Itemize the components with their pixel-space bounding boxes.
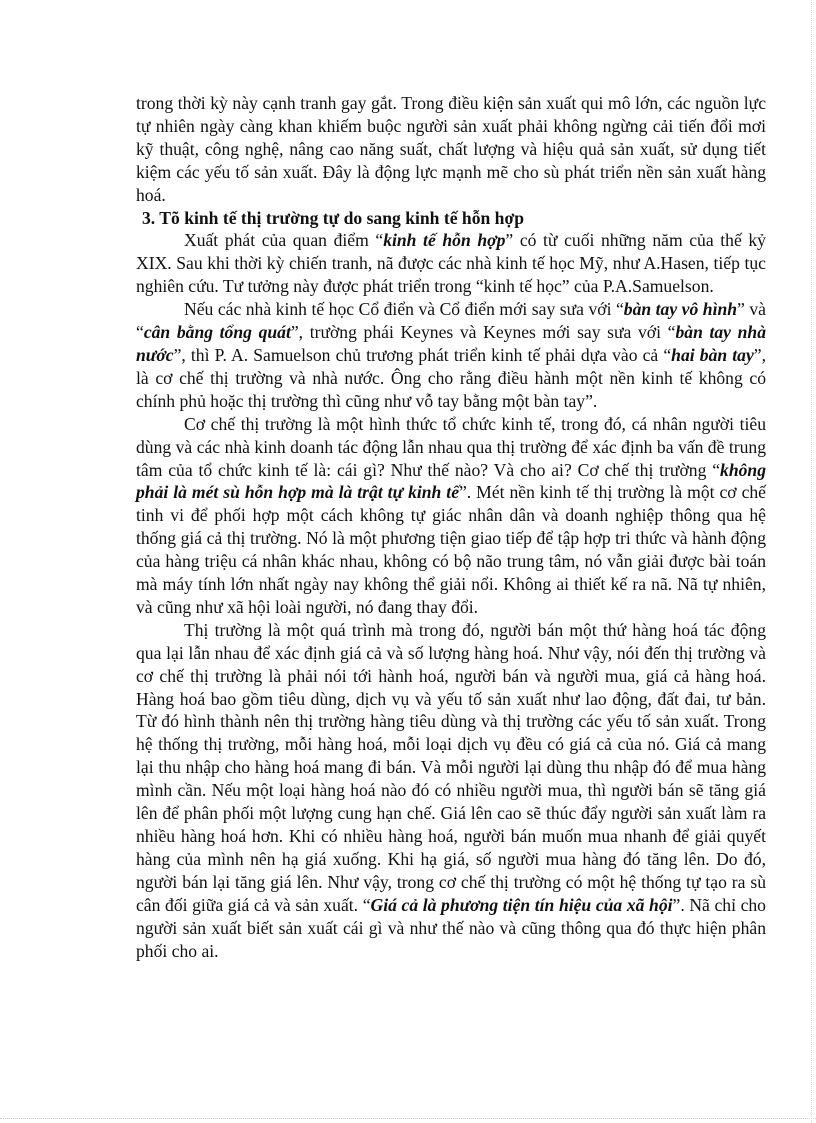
paragraph-two-hands xyxy=(136,298,766,413)
section-heading-text: 3. Tõ kinh tế thị trường tự do sang kinh tế hỗn hợp xyxy=(142,207,524,228)
emphasis-invisible-hand: bàn tay vô hình xyxy=(623,299,738,320)
text-run: ” có từ cuối những năm của thế kỷ XIX. Sau khi thời kỳ chiến tranh, nã được các nhà kinh tế học Mỹ, như A.Hasen, tiếp tục nghiên cứu. Tư tưởng này được phát triển trong “kinh tế học” của P.A.Samuelson. xyxy=(136,230,766,297)
text-run: ”, là cơ chế thị trường và nhà nước. Ông cho rằng điều hành một nền kinh tế không có chính phủ hoặc thị trường thì cũng như vỗ tay bằng một bàn tay”. xyxy=(136,344,766,411)
emphasis-state-hand: bàn tay nhà nước xyxy=(136,322,767,365)
text-run: Cơ chế thị trường là một hình thức tổ chức kinh tế, trong đó, cá nhân người tiêu dùng và các nhà kinh doanh tác động lẫn nhau qua thị trường để xác định ba vấn đề trung tâm của tổ chức kinh tế là: cái gì? Như thế nào? Và cho ai? Cơ chế thị trường “ xyxy=(136,413,766,480)
document-page xyxy=(136,92,766,962)
text-run: Thị trường là một quá trình mà trong đó, người bán một thứ hàng hoá tác động qua lại lẫn nhau để xác định giá cả và số lượng hàng hoá. Như vậy, nói đến thị trường và cơ chế thị trường là phải nói tới hành hoá, người bán và người mua, giá cả hàng hoá. Hàng hoá bao gồm tiêu dùng, dịch vụ và yếu tố sản xuất như lao động, đất đai, tư bản. Từ đó hình thành nên thị trường hàng tiêu dùng và thị trường các yếu tố sản xuất. Trong hệ thống thị trường, mỗi hàng hoá, mỗi loại dịch vụ đều có giá cả của nó. Giá cả mang lại thu nhập cho hàng hoá mang đi bán. Và mỗi người lại dùng thu nhập đó để mua hàng mình cần. Nếu một loại hàng hoá nào đó có nhiều người mua, thì người bán sẽ tăng giá lên để phân phối một lượng cung hạn chế. Giá lên cao sẽ thúc đẩy người sản xuất làm ra nhiều hàng hoá hơn. Khi có nhiều hàng hoá, người bán muốn mua nhanh để giải quyết hàng của mình nên hạ giá xuống. Khi hạ giá, số người mua hàng đó tăng lên. Do đó, người bán lại tăng giá lên. Như vậy, trong cơ chế thị trường có một hệ thống tự tạo ra sù cân đối giữa giá cả và sản xuất. “ xyxy=(136,619,766,915)
paragraph-mixed-economy-origin xyxy=(136,229,766,298)
text-run: ” và “ xyxy=(136,299,766,343)
text-run: ”. Mét nền kinh tế thị trường là một cơ chế tinh vi để phối hợp một cách không tự giác nhân dân và doanh nghiệp thông qua hệ thống giá cả thị trường. Nó là một phương tiện giao tiếp để tập hợp tri thức và hành động của hàng triệu cá nhân khác nhau, không có bộ não trung tâm, nó vẫn giải được bài toán mà máy tính lớn nhất ngày nay không thể giải nổi. Không ai thiết kế ra nã. Nã tự nhiên, và cũng như xã hội loài người, nó đang thay đổi. xyxy=(136,482,766,617)
text-run: ”, trường phái Keynes và Keynes mới say sưa với “ xyxy=(290,322,676,343)
paragraph-market-mechanism xyxy=(136,413,766,619)
text-run: ”. Nã chỉ cho người sản xuất biết sản xuất cái gì và như thế nào và cũng thông qua đó thực hiện phân phối cho ai. xyxy=(136,894,766,961)
paragraph-market-process xyxy=(136,619,766,963)
text-run: Xuất phát của quan điểm “ xyxy=(184,230,384,251)
paragraph-text: trong thời kỳ này cạnh tranh gay gắt. Trong điều kiện sản xuất qui mô lớn, các nguồn lực tự nhiên ngày càng khan khiếm buộc người sản xuất phải không ngừng cải tiến đổi mơi kỹ thuật, công nghệ, nâng cao năng suất, chất lượng và hiệu quả sản xuất, sử dụng tiết kiệm các yếu tố sản xuất. Đây là động lực mạnh mẽ cho sù phát triển nền sản xuất hàng hoá. xyxy=(136,93,766,205)
page-right-border xyxy=(811,0,812,1123)
paragraph-continuation xyxy=(136,92,766,207)
emphasis-price-signal: Giá cả là phương tiện tín hiệu của xã hội xyxy=(370,894,673,915)
emphasis-mixed-economy: kinh tế hỗn hợp xyxy=(383,230,506,251)
page-bottom-border xyxy=(0,1118,816,1119)
section-heading xyxy=(136,207,766,230)
text-run: Nếu các nhà kinh tế học Cổ điển và Cổ điển mới say sưa với “ xyxy=(184,299,624,320)
emphasis-economic-order: không phải là mét sù hỗn hợp mà là trật tự kinh tế xyxy=(136,459,766,503)
text-run: ”, thì P. A. Samuelson chủ trương phát triển kinh tế phải dựa vào cả “ xyxy=(173,344,672,365)
emphasis-general-equilibrium: cân bằng tổng quát xyxy=(143,322,291,343)
emphasis-two-hands: hai bàn tay xyxy=(671,344,754,365)
